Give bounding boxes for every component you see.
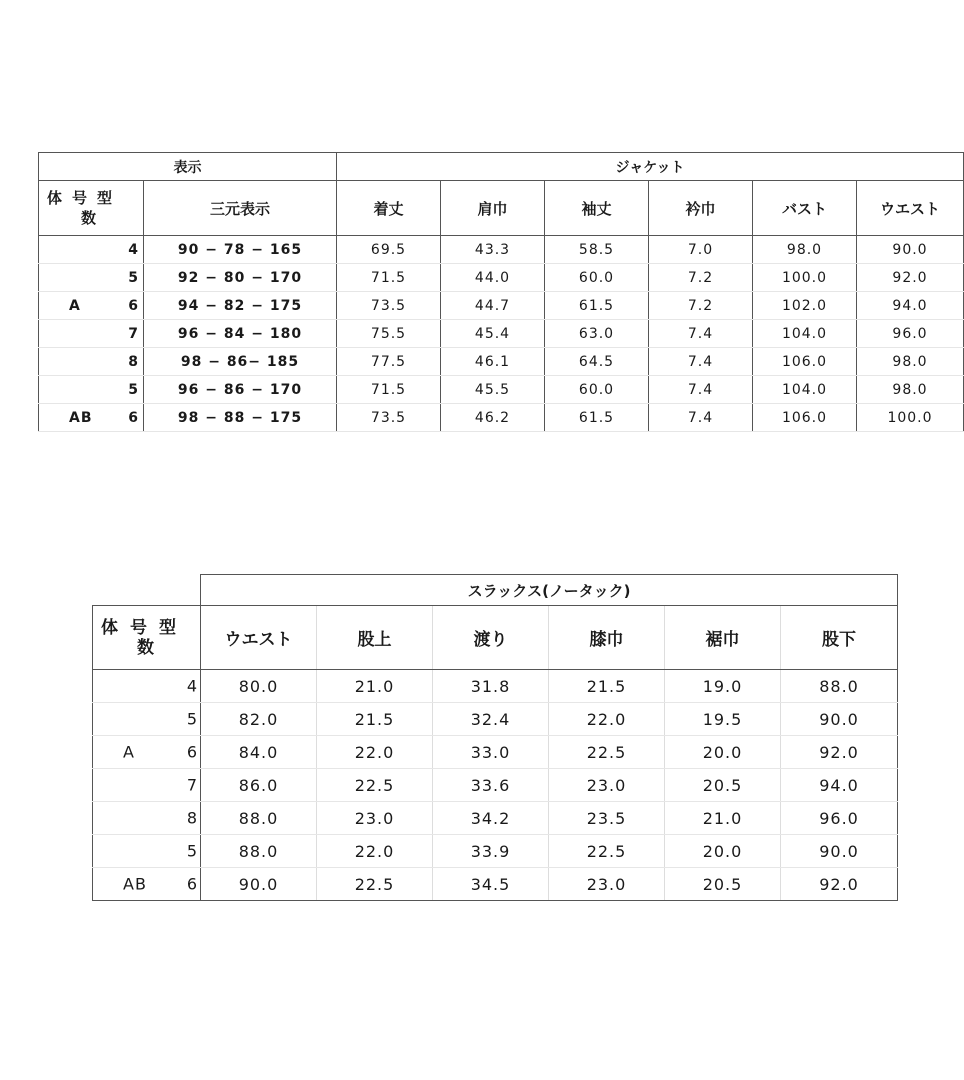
- cell-waist: 86.0: [201, 769, 317, 802]
- cell-waist: 98.0: [857, 348, 964, 376]
- taikei-cell: [39, 376, 144, 404]
- cell-kitake: 73.5: [337, 404, 441, 432]
- cell-matashita: 90.0: [781, 835, 898, 868]
- cell-katahaba: 46.2: [441, 404, 545, 432]
- cell-waist: 100.0: [857, 404, 964, 432]
- col-header-waist: ウエスト: [857, 181, 964, 236]
- cell-watari: 34.5: [433, 868, 549, 901]
- cell-katahaba: 43.3: [441, 236, 545, 264]
- size-number: 5: [128, 269, 139, 286]
- taikei-header: 体号型 数: [93, 606, 201, 670]
- taikei-cell: [39, 292, 144, 320]
- taikei-cell: [93, 835, 201, 868]
- cell-eribaba: 7.2: [649, 292, 753, 320]
- cell-kitake: 69.5: [337, 236, 441, 264]
- cell-eribaba: 7.4: [649, 404, 753, 432]
- cell-kitake: 77.5: [337, 348, 441, 376]
- cell-matashita: 90.0: [781, 703, 898, 736]
- cell-matashita: 96.0: [781, 802, 898, 835]
- cell-waist: 90.0: [201, 868, 317, 901]
- cell-hizahaba: 21.5: [549, 670, 665, 703]
- table-row: [93, 769, 898, 802]
- cell-kitake: 71.5: [337, 264, 441, 292]
- cell-waist: 82.0: [201, 703, 317, 736]
- cell-bust: 106.0: [753, 348, 857, 376]
- cell-mataue: 23.0: [317, 802, 433, 835]
- col-header-bust: バスト: [753, 181, 857, 236]
- table-row: [93, 670, 898, 703]
- cell-hizahaba: 22.5: [549, 835, 665, 868]
- taikei-cell: [39, 404, 144, 432]
- size-number: 5: [186, 709, 198, 729]
- col-header-eribaba: 衿巾: [649, 181, 753, 236]
- cell-katahaba: 45.5: [441, 376, 545, 404]
- cell-katahaba: 44.0: [441, 264, 545, 292]
- body-type-label: AB: [123, 874, 147, 894]
- cell-watari: 33.6: [433, 769, 549, 802]
- cell-susohaba: 20.5: [665, 769, 781, 802]
- jacket-group-header: ジャケット: [337, 153, 964, 181]
- cell-susohaba: 19.5: [665, 703, 781, 736]
- cell-waist: 88.0: [201, 835, 317, 868]
- cell-matashita: 92.0: [781, 736, 898, 769]
- cell-hizahaba: 23.5: [549, 802, 665, 835]
- taikei-cell: [93, 670, 201, 703]
- cell-susohaba: 20.0: [665, 835, 781, 868]
- cell-sodetake: 61.5: [545, 404, 649, 432]
- table-row: [39, 292, 964, 320]
- col-header-watari: 渡り: [433, 606, 549, 670]
- size-number: 6: [128, 297, 139, 314]
- col-header-katahaba: 肩巾: [441, 181, 545, 236]
- cell-mataue: 21.0: [317, 670, 433, 703]
- three-dimension-size: 96 − 84 − 180: [144, 320, 337, 348]
- cell-susohaba: 21.0: [665, 802, 781, 835]
- cell-bust: 102.0: [753, 292, 857, 320]
- cell-waist: 98.0: [857, 376, 964, 404]
- cell-hizahaba: 23.0: [549, 769, 665, 802]
- cell-kitake: 73.5: [337, 292, 441, 320]
- table-row: [93, 868, 898, 901]
- size-number: 5: [186, 841, 198, 861]
- cell-katahaba: 45.4: [441, 320, 545, 348]
- cell-waist: 94.0: [857, 292, 964, 320]
- jacket-size-table: [38, 152, 964, 432]
- cell-bust: 106.0: [753, 404, 857, 432]
- size-number: 8: [186, 808, 198, 828]
- col-header-mataue: 股上: [317, 606, 433, 670]
- body-type-label: A: [123, 742, 135, 762]
- size-number: 6: [186, 874, 198, 894]
- cell-bust: 104.0: [753, 320, 857, 348]
- cell-katahaba: 44.7: [441, 292, 545, 320]
- cell-hizahaba: 23.0: [549, 868, 665, 901]
- cell-susohaba: 19.0: [665, 670, 781, 703]
- three-dimension-size: 92 − 80 − 170: [144, 264, 337, 292]
- cell-eribaba: 7.0: [649, 236, 753, 264]
- col-header-susohaba: 裾巾: [665, 606, 781, 670]
- cell-hizahaba: 22.5: [549, 736, 665, 769]
- cell-eribaba: 7.4: [649, 320, 753, 348]
- cell-watari: 33.9: [433, 835, 549, 868]
- cell-watari: 34.2: [433, 802, 549, 835]
- cell-waist: 80.0: [201, 670, 317, 703]
- cell-eribaba: 7.4: [649, 348, 753, 376]
- three-dimension-size: 90 − 78 − 165: [144, 236, 337, 264]
- three-dimension-size: 98 − 88 − 175: [144, 404, 337, 432]
- slacks-title: スラックス(ノータック): [201, 575, 898, 606]
- table-row: [93, 703, 898, 736]
- col-header-waist: ウエスト: [201, 606, 317, 670]
- table-row: [39, 404, 964, 432]
- jacket-header-group-row: [39, 153, 964, 181]
- table-row: [39, 236, 964, 264]
- table-row: [93, 736, 898, 769]
- taikei-cell: [39, 236, 144, 264]
- table-row: [39, 264, 964, 292]
- cell-watari: 32.4: [433, 703, 549, 736]
- jacket-header-column-row: [39, 181, 964, 236]
- size-number: 8: [128, 353, 139, 370]
- size-number: 4: [128, 241, 139, 258]
- table-row: [93, 835, 898, 868]
- three-dimension-size: 96 − 86 − 170: [144, 376, 337, 404]
- taikei-cell: [93, 736, 201, 769]
- cell-matashita: 92.0: [781, 868, 898, 901]
- col-header-hizahaba: 膝巾: [549, 606, 665, 670]
- cell-susohaba: 20.5: [665, 868, 781, 901]
- cell-bust: 98.0: [753, 236, 857, 264]
- taikei-cell: [93, 769, 201, 802]
- size-number: 5: [128, 381, 139, 398]
- cell-waist: 92.0: [857, 264, 964, 292]
- slacks-title-row: [93, 575, 898, 606]
- taikei-header: 体号型 数: [39, 181, 144, 236]
- size-number: 6: [128, 409, 139, 426]
- cell-matashita: 88.0: [781, 670, 898, 703]
- cell-waist: 96.0: [857, 320, 964, 348]
- cell-mataue: 21.5: [317, 703, 433, 736]
- cell-hizahaba: 22.0: [549, 703, 665, 736]
- cell-matashita: 94.0: [781, 769, 898, 802]
- cell-kitake: 75.5: [337, 320, 441, 348]
- cell-bust: 104.0: [753, 376, 857, 404]
- cell-kitake: 71.5: [337, 376, 441, 404]
- three-dimension-size: 98 − 86− 185: [144, 348, 337, 376]
- table-row: [93, 802, 898, 835]
- size-number: 6: [186, 742, 198, 762]
- taikei-cell: [93, 703, 201, 736]
- cell-susohaba: 20.0: [665, 736, 781, 769]
- three-dimension-size: 94 − 82 − 175: [144, 292, 337, 320]
- body-type-label: A: [69, 297, 81, 314]
- size-number: 4: [186, 676, 198, 696]
- cell-sodetake: 61.5: [545, 292, 649, 320]
- taikei-cell: [39, 320, 144, 348]
- cell-mataue: 22.5: [317, 868, 433, 901]
- cell-sodetake: 64.5: [545, 348, 649, 376]
- taikei-cell: [39, 348, 144, 376]
- cell-bust: 100.0: [753, 264, 857, 292]
- cell-mataue: 22.0: [317, 835, 433, 868]
- taikei-cell: [93, 868, 201, 901]
- cell-watari: 33.0: [433, 736, 549, 769]
- cell-eribaba: 7.4: [649, 376, 753, 404]
- cell-sodetake: 63.0: [545, 320, 649, 348]
- slacks-header-column-row: [93, 606, 898, 670]
- cell-sodetake: 60.0: [545, 376, 649, 404]
- cell-sodetake: 60.0: [545, 264, 649, 292]
- cell-watari: 31.8: [433, 670, 549, 703]
- col-header-kitake: 着丈: [337, 181, 441, 236]
- cell-eribaba: 7.2: [649, 264, 753, 292]
- cell-waist: 88.0: [201, 802, 317, 835]
- cell-waist: 84.0: [201, 736, 317, 769]
- size-number: 7: [186, 775, 198, 795]
- cell-sodetake: 58.5: [545, 236, 649, 264]
- table-row: [39, 376, 964, 404]
- display-group-header: 表示: [39, 153, 337, 181]
- taikei-cell: [39, 264, 144, 292]
- cell-katahaba: 46.1: [441, 348, 545, 376]
- cell-mataue: 22.5: [317, 769, 433, 802]
- cell-mataue: 22.0: [317, 736, 433, 769]
- slacks-size-table: [92, 574, 898, 901]
- size-number: 7: [128, 325, 139, 342]
- col-header-sodetake: 袖丈: [545, 181, 649, 236]
- taikei-cell: [93, 802, 201, 835]
- table-row: [39, 320, 964, 348]
- table-row: [39, 348, 964, 376]
- col-header-matashita: 股下: [781, 606, 898, 670]
- cell-waist: 90.0: [857, 236, 964, 264]
- body-type-label: AB: [69, 409, 93, 426]
- sangen-header: 三元表示: [144, 181, 337, 236]
